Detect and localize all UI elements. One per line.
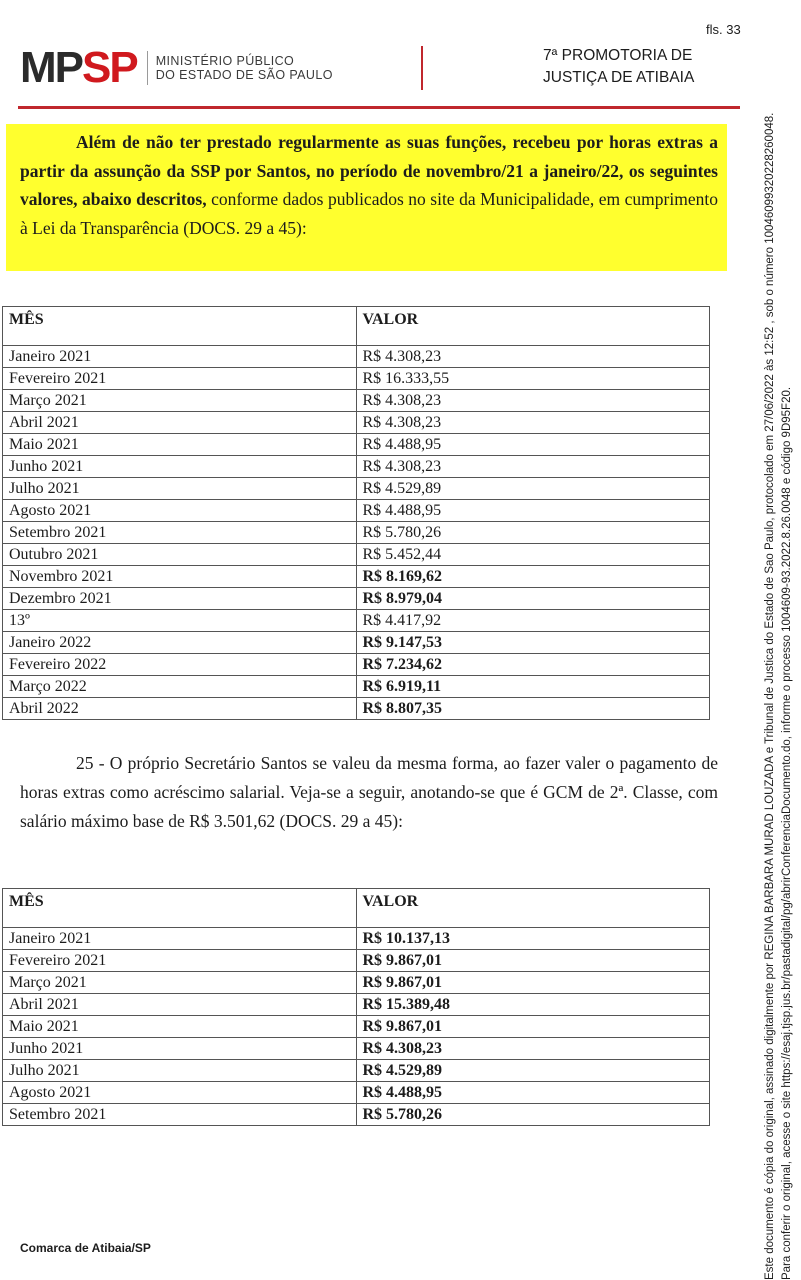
month-cell: Julho 2021 <box>3 1060 357 1082</box>
month-cell: Junho 2021 <box>3 456 357 478</box>
value-cell: R$ 5.780,26 <box>356 1104 710 1126</box>
month-cell: Agosto 2021 <box>3 1082 357 1104</box>
value-cell: R$ 4.529,89 <box>356 478 710 500</box>
value-cell: R$ 5.780,26 <box>356 522 710 544</box>
month-cell: Setembro 2021 <box>3 522 357 544</box>
paragraph-2 <box>20 749 718 836</box>
month-cell: Março 2022 <box>3 676 357 698</box>
value-cell: R$ 4.308,23 <box>356 456 710 478</box>
month-cell: Janeiro 2022 <box>3 632 357 654</box>
logo-mp: MP <box>20 43 82 92</box>
paragraph-1-normal: conforme dados publicados no site da Municipalidade, em cumprimento à Lei da Transparência (DOCS. 29 a 45): <box>20 189 718 238</box>
table-row <box>3 390 710 412</box>
value-cell: R$ 15.389,48 <box>356 994 710 1016</box>
values-table-1 <box>2 306 710 720</box>
table-row <box>3 346 710 368</box>
month-cell: Abril 2021 <box>3 994 357 1016</box>
month-cell: Novembro 2021 <box>3 566 357 588</box>
value-cell: R$ 9.147,53 <box>356 632 710 654</box>
month-cell: Fevereiro 2022 <box>3 654 357 676</box>
month-cell: Agosto 2021 <box>3 500 357 522</box>
month-cell: Julho 2021 <box>3 478 357 500</box>
office-line-1: 7ª PROMOTORIA DE <box>543 47 693 64</box>
table-row <box>3 1082 710 1104</box>
value-cell: R$ 9.867,01 <box>356 1016 710 1038</box>
month-cell: Fevereiro 2021 <box>3 950 357 972</box>
logo-divider <box>147 51 148 85</box>
logo-sp: SP <box>82 43 137 92</box>
table-row <box>3 434 710 456</box>
mpsp-logo <box>20 43 333 92</box>
month-cell: Março 2021 <box>3 972 357 994</box>
side-note-line-1: Este documento é cópia do original, assinado digitalmente por REGINA BARBARA MURAD LOUZADA e Tribunal de Justica do Estado de Sao Paulo, protocolado em 27/06/2022 às 12:52 , sob o número 10046099320228260048. <box>764 112 776 1280</box>
table-row <box>3 610 710 632</box>
header-month: MÊS <box>3 307 357 346</box>
table-header-row <box>3 307 710 346</box>
month-cell: 13º <box>3 610 357 632</box>
table-row <box>3 1016 710 1038</box>
month-cell: Abril 2021 <box>3 412 357 434</box>
logo-line-1: MINISTÉRIO PÚBLICO <box>155 54 295 68</box>
table-row <box>3 566 710 588</box>
month-cell: Dezembro 2021 <box>3 588 357 610</box>
table-row <box>3 478 710 500</box>
month-cell: Maio 2021 <box>3 1016 357 1038</box>
value-cell: R$ 5.452,44 <box>356 544 710 566</box>
paragraph-2-text: 25 - O próprio Secretário Santos se valeu da mesma forma, ao fazer valer o pagamento de horas extras como acréscimo salarial. Veja-se a seguir, anotando-se que é GCM de 2ª. Classe, com salário máximo base de R$ 3.501,62 (DOCS. 29 a 45): <box>20 753 718 831</box>
page-number: fls. 33 <box>706 22 741 37</box>
value-cell: R$ 4.308,23 <box>356 1038 710 1060</box>
logo-text <box>156 54 333 82</box>
logo-line-2: DO ESTADO DE SÃO PAULO <box>155 68 333 82</box>
table-header-row <box>3 889 710 928</box>
value-cell: R$ 4.308,23 <box>356 412 710 434</box>
table-row <box>3 654 710 676</box>
paragraph-1 <box>20 128 718 242</box>
footer: Comarca de Atibaia/SP <box>20 1241 151 1255</box>
table-row <box>3 588 710 610</box>
table-row <box>3 972 710 994</box>
header-month: MÊS <box>3 889 357 928</box>
value-cell: R$ 4.488,95 <box>356 434 710 456</box>
value-cell: R$ 16.333,55 <box>356 368 710 390</box>
table-row <box>3 368 710 390</box>
header-value: VALOR <box>356 889 710 928</box>
value-cell: R$ 4.417,92 <box>356 610 710 632</box>
side-note-line-2: Para conferir o original, acesse o site https://esaj.tjsp.jus.br/pastadigital/pg/abrirConferenciaDocumento.do, informe o processo 1004609-93.2022.8.26.0048 e código 9D95F20. <box>781 386 793 1280</box>
table-row <box>3 994 710 1016</box>
table-row <box>3 632 710 654</box>
month-cell: Junho 2021 <box>3 1038 357 1060</box>
value-cell: R$ 4.308,23 <box>356 390 710 412</box>
header-divider <box>421 46 423 90</box>
value-cell: R$ 10.137,13 <box>356 928 710 950</box>
side-note <box>762 0 796 1280</box>
value-cell: R$ 4.529,89 <box>356 1060 710 1082</box>
table-row <box>3 544 710 566</box>
table-row <box>3 522 710 544</box>
table-row <box>3 1104 710 1126</box>
table-row <box>3 500 710 522</box>
header-rule <box>18 106 740 109</box>
table-row <box>3 698 710 720</box>
value-cell: R$ 8.807,35 <box>356 698 710 720</box>
paragraph-1-bold: Além de não ter prestado regularmente as suas funções, recebeu por horas extras a partir da assunção da SSP por Santos, no período de novembro/21 a janeiro/22, os seguintes valores, abaixo descritos, <box>20 132 718 209</box>
table-row <box>3 928 710 950</box>
table-row <box>3 1060 710 1082</box>
month-cell: Março 2021 <box>3 390 357 412</box>
value-cell: R$ 4.488,95 <box>356 1082 710 1104</box>
month-cell: Fevereiro 2021 <box>3 368 357 390</box>
header-value: VALOR <box>356 307 710 346</box>
table-row <box>3 456 710 478</box>
values-table-2 <box>2 888 710 1126</box>
month-cell: Janeiro 2021 <box>3 928 357 950</box>
value-cell: R$ 9.867,01 <box>356 950 710 972</box>
value-cell: R$ 8.169,62 <box>356 566 710 588</box>
table-row <box>3 950 710 972</box>
office-line-2: JUSTIÇA DE ATIBAIA <box>543 69 695 86</box>
table-row <box>3 412 710 434</box>
month-cell: Outubro 2021 <box>3 544 357 566</box>
value-cell: R$ 6.919,11 <box>356 676 710 698</box>
table-row <box>3 676 710 698</box>
table-row <box>3 1038 710 1060</box>
value-cell: R$ 4.308,23 <box>356 346 710 368</box>
value-cell: R$ 9.867,01 <box>356 972 710 994</box>
value-cell: R$ 7.234,62 <box>356 654 710 676</box>
month-cell: Janeiro 2021 <box>3 346 357 368</box>
month-cell: Abril 2022 <box>3 698 357 720</box>
value-cell: R$ 4.488,95 <box>356 500 710 522</box>
value-cell: R$ 8.979,04 <box>356 588 710 610</box>
office-name <box>543 45 694 89</box>
month-cell: Maio 2021 <box>3 434 357 456</box>
month-cell: Setembro 2021 <box>3 1104 357 1126</box>
